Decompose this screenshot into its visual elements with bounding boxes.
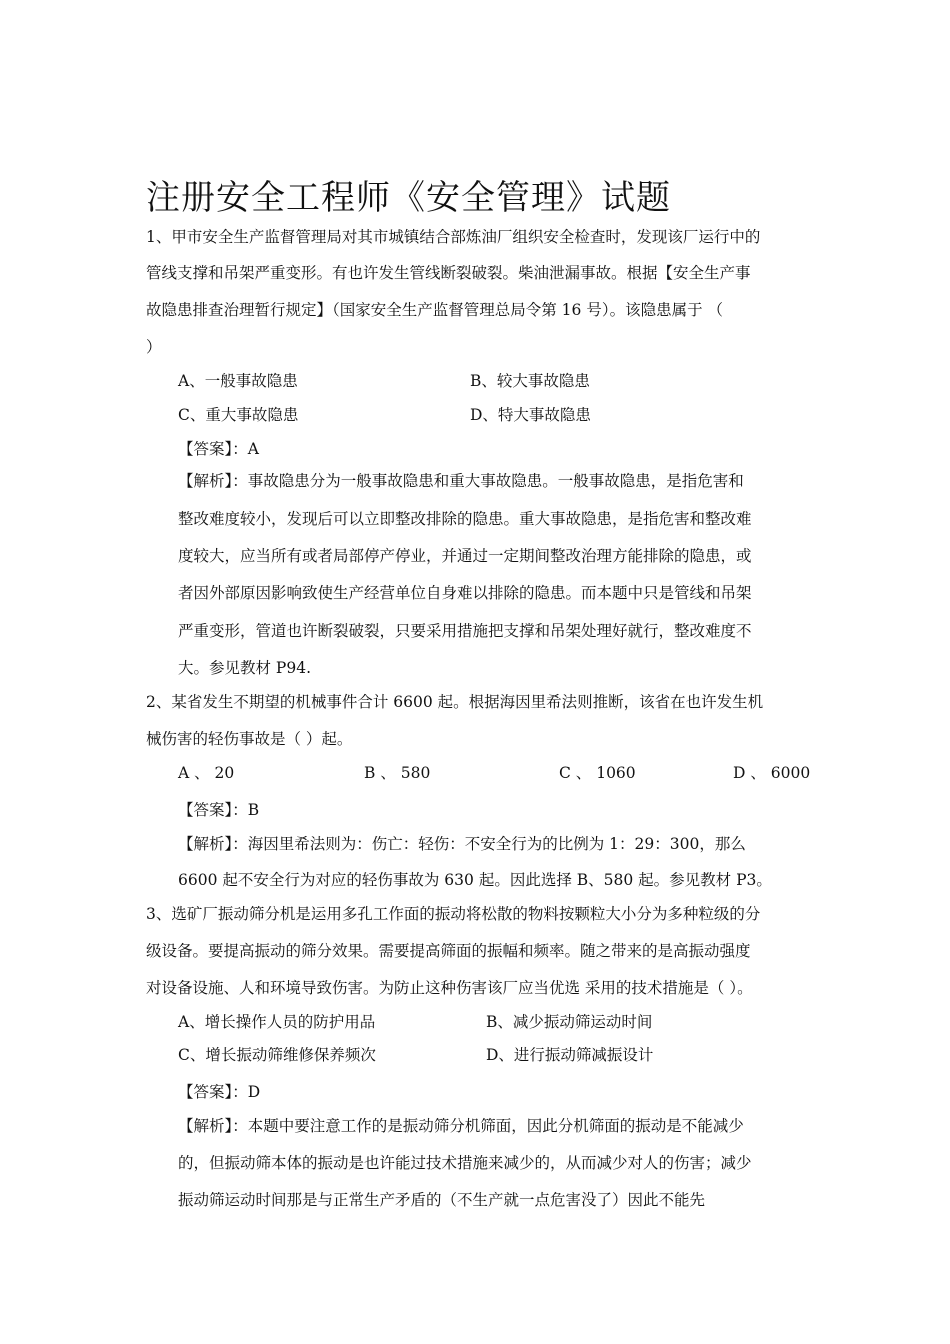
q2-option-b: B 、 580 <box>364 764 431 782</box>
q3-answer: 【答案】：D <box>178 1083 261 1101</box>
q1-analysis-line-3: 度较大，应当所有或者局部停产停业，并通过一定期间整改治理方能排除的隐患，或 <box>178 547 752 565</box>
q3-line-1: 3、选矿厂振动筛分机是运用多孔工作面的振动将松散的物料按颗粒大小分为多种粒级的分 <box>146 905 761 923</box>
q2-line-2: 械伤害的轻伤事故是（ ）起。 <box>146 730 353 748</box>
q3-option-b: B、减少振动筛运动时间 <box>486 1013 653 1031</box>
q1-line-2: 管线支撑和吊架严重变形。有也许发生管线断裂破裂。柴油泄漏事故。根据【安全生产事 <box>146 264 751 282</box>
q2-option-c: C 、 1060 <box>559 764 636 782</box>
q1-analysis-line-4: 者因外部原因影响致使生产经营单位自身难以排除的隐患。而本题中只是管线和吊架 <box>178 584 752 602</box>
q3-line-2: 级设备。要提高振动的筛分效果。需要提高筛面的振幅和频率。随之带来的是高振动强度 <box>146 942 751 960</box>
q1-option-a: A、一般事故隐患 <box>178 372 298 390</box>
q1-analysis-line-6: 大。参见教材 P94. <box>178 659 312 677</box>
q1-answer: 【答案】：A <box>178 440 259 458</box>
q1-line-3: 故隐患排查治理暂行规定】（国家安全生产监督管理总局令第 16 号）。该隐患属于 （ <box>146 301 724 319</box>
q3-option-c: C、增长振动筛维修保养频次 <box>178 1046 376 1064</box>
q3-analysis-line-3: 振动筛运动时间那是与正常生产矛盾的（不生产就一点危害没了）因此不能先 <box>178 1191 706 1209</box>
q2-answer: 【答案】：B <box>178 801 260 819</box>
q2-analysis-line-1: 【解析】：海因里希法则为：伤亡：轻伤：不安全行为的比例为 1：29：300，那么 <box>178 835 746 853</box>
q3-option-a: A、增长操作人员的防护用品 <box>178 1013 376 1031</box>
document-title: 注册安全工程师《安全管理》试题 <box>146 178 671 218</box>
q3-line-3: 对设备设施、人和环境导致伤害。为防止这种伤害该厂应当优选 采用的技术措施是（ ）。 <box>146 979 753 997</box>
q2-line-1: 2、某省发生不期望的机械事件合计 6600 起。根据海因里希法则推断，该省在也许发生机 <box>146 693 764 711</box>
q1-line-1: 1、甲市安全生产监督管理局对其市城镇结合部炼油厂组织安全检查时，发现该厂运行中的 <box>146 228 761 246</box>
q1-analysis-line-1: 【解析】：事故隐患分为一般事故隐患和重大事故隐患。一般事故隐患，是指危害和 <box>178 472 744 490</box>
q1-analysis-line-5: 严重变形，管道也许断裂破裂，只要采用措施把支撑和吊架处理好就行，整改难度不 <box>178 622 752 640</box>
q2-option-d: D 、 6000 <box>733 764 811 782</box>
q1-option-c: C、重大事故隐患 <box>178 406 299 424</box>
q1-option-d: D、特大事故隐患 <box>470 406 591 424</box>
q2-analysis-line-2: 6600 起不安全行为对应的轻伤事故为 630 起。因此选择 B、580 起。参见教材 P3。 <box>178 871 772 889</box>
q1-option-b: B、较大事故隐患 <box>470 372 590 390</box>
q1-line-4: ） <box>146 338 162 356</box>
q3-option-d: D、进行振动筛减振设计 <box>486 1046 654 1064</box>
q1-analysis-line-2: 整改难度较小，发现后可以立即整改排除的隐患。重大事故隐患，是指危害和整改难 <box>178 510 752 528</box>
q2-option-a: A 、 20 <box>178 764 235 782</box>
q3-analysis-line-1: 【解析】：本题中要注意工作的是振动筛分机筛面，因此分机筛面的振动是不能减少 <box>178 1117 744 1135</box>
q3-analysis-line-2: 的，但振动筛本体的振动是也许能过技术措施来减少的，从而减少对人的伤害；减少 <box>178 1154 752 1172</box>
